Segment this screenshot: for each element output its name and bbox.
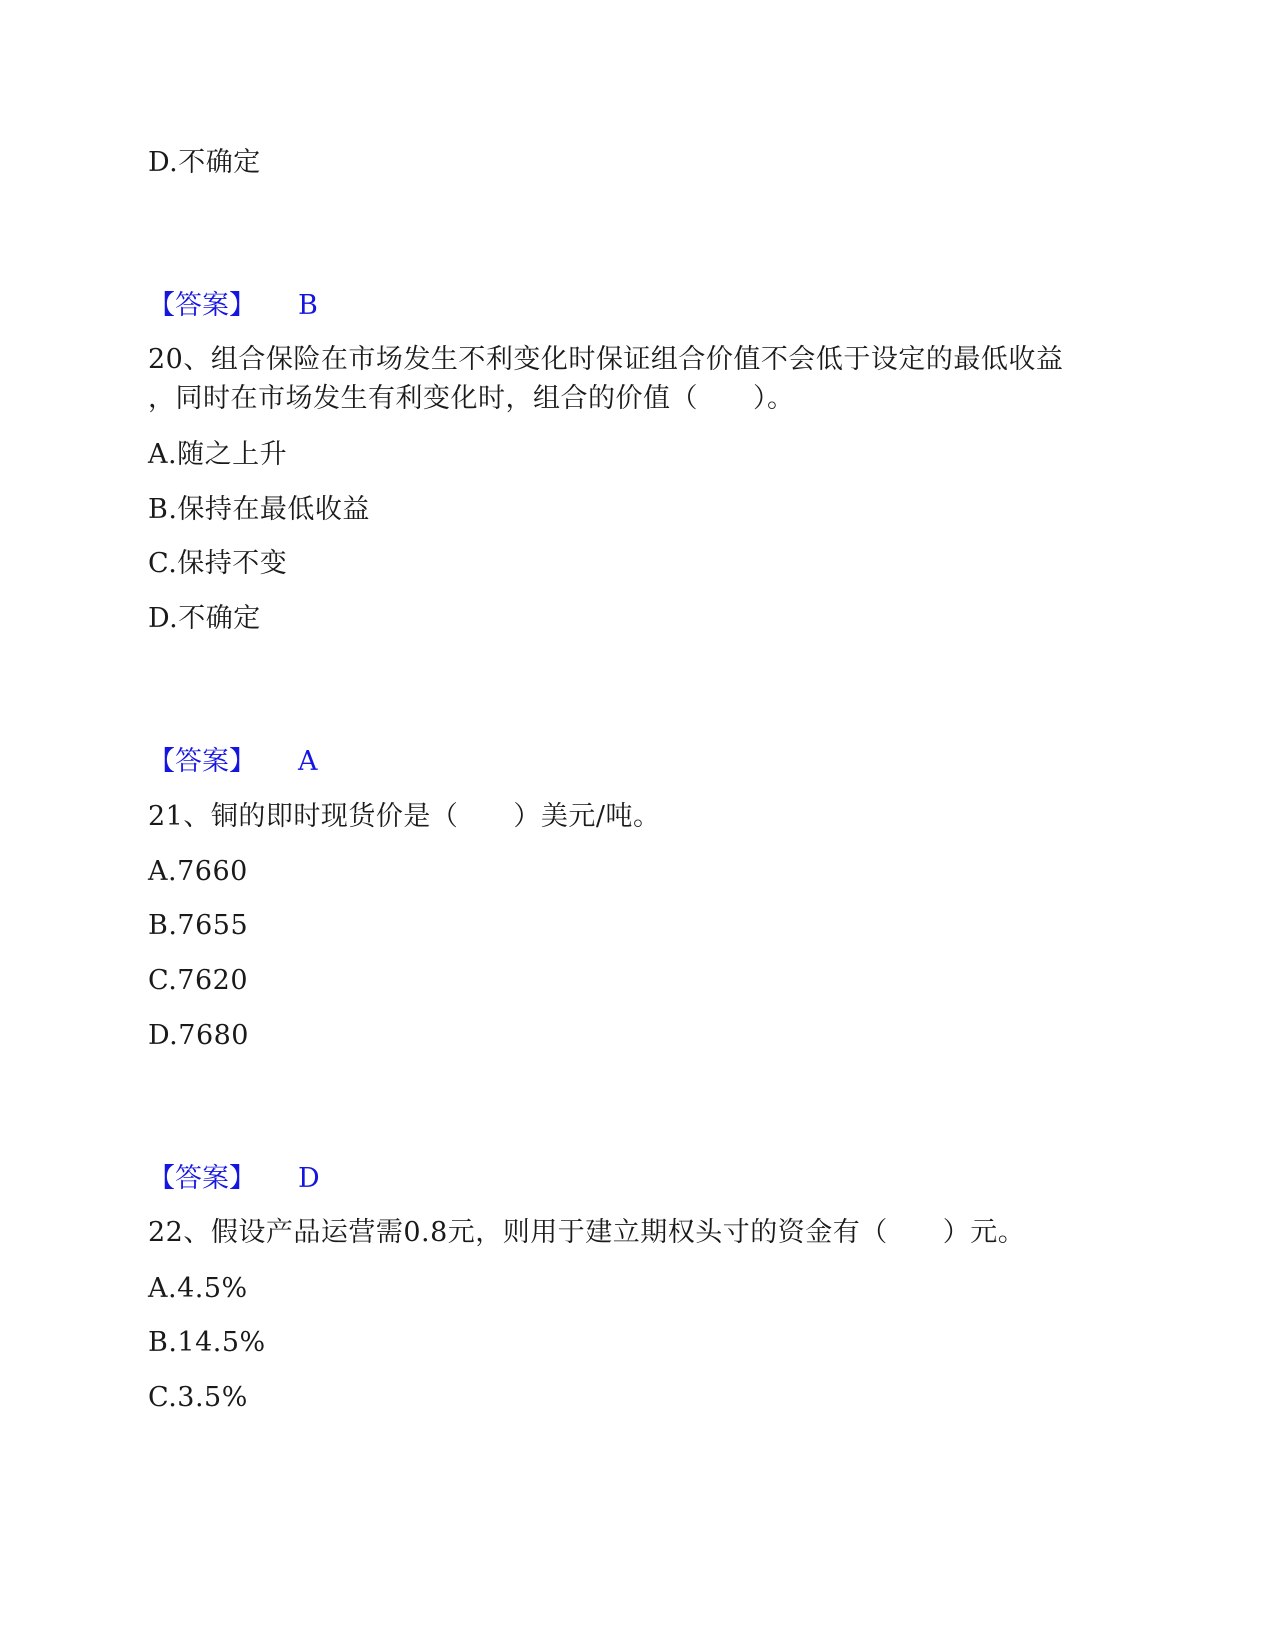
question-20-option-c: C.保持不变 xyxy=(148,548,288,579)
answer-20 xyxy=(148,745,318,779)
question-22-option-c: C.3.5% xyxy=(148,1382,248,1413)
answer-value: D xyxy=(298,1163,320,1194)
answer-label: 【答案】 xyxy=(148,290,256,321)
question-21-stem: 21、铜的即时现货价是（ ）美元/吨。 xyxy=(148,801,661,832)
question-22-stem: 22、假设产品运营需0.8元，则用于建立期权头寸的资金有（ ）元。 xyxy=(148,1217,1026,1248)
question-20-stem-line2: ，同时在市场发生有利变化时，组合的价值（ ）。 xyxy=(148,383,795,414)
question-22-option-b: B.14.5% xyxy=(148,1327,266,1358)
answer-label: 【答案】 xyxy=(148,746,256,777)
question-20-option-d: D.不确定 xyxy=(148,603,261,634)
question-22-option-a: A.4.5% xyxy=(148,1273,248,1304)
answer-value: B xyxy=(298,290,318,321)
question-21-option-d: D.7680 xyxy=(148,1020,249,1051)
question-20-option-a: A.随之上升 xyxy=(148,439,288,470)
question-20-option-b: B.保持在最低收益 xyxy=(148,494,370,525)
answer-value: A xyxy=(298,746,318,777)
question-21-option-b: B.7655 xyxy=(148,910,249,941)
question-21-option-c: C.7620 xyxy=(148,965,248,996)
answer-label: 【答案】 xyxy=(148,1163,256,1194)
option-d-prev: D.不确定 xyxy=(148,147,261,178)
answer-21 xyxy=(148,1162,320,1196)
question-20-stem-line1: 20、组合保险在市场发生不利变化时保证组合价值不会低于设定的最低收益 xyxy=(148,344,1064,375)
question-21-option-a: A.7660 xyxy=(148,856,248,887)
answer-19 xyxy=(148,289,318,323)
